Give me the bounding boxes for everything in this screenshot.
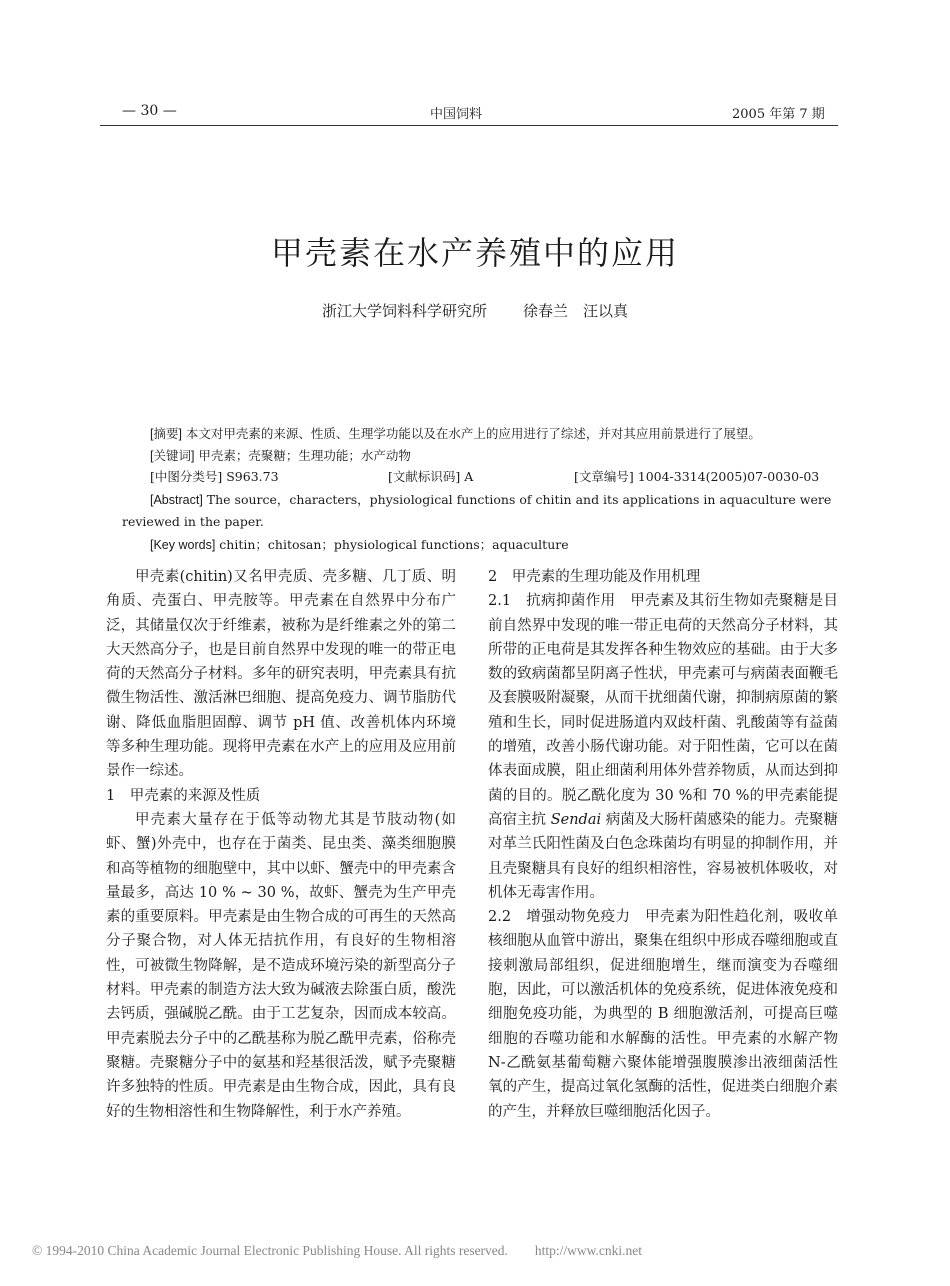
- copyright-footer: © 1994-2010 China Academic Journal Electronic Publishing House. All rights reserved. http://www.cnki.net: [32, 1243, 643, 1258]
- section21-text-a: 甲壳素及其衍生物如壳聚糖是目前自然界中发现的唯一带正电荷的天然高分子材料，其所带的正电荷是其发挥各种生物效应的基础。由于大多数的致病菌都呈阴离子性状，甲壳素可与病菌表面鞭毛及套膜吸附凝聚，从而干扰细菌代谢，抑制病原菌的繁殖和生长，同时促进肠道内双歧杆菌、乳酸菌等有益菌的增殖，改善小肠代谢功能。对于阳性菌，它可以在菌体表面成膜，阻止细菌利用体外营养物质，从而达到抑菌的目的。脱乙酰化度为 30 %和 70 %的甲壳素能提高宿主抗: [488, 593, 839, 828]
- affiliation: 浙江大学饲料科学研究所: [321, 302, 487, 320]
- clc-label: [中图分类号]: [150, 469, 223, 484]
- section2-heading: 2 甲壳素的生理功能及作用机理: [488, 569, 701, 585]
- article-no-label: [文章编号]: [574, 469, 634, 484]
- section22-heading: 2.2 增强动物免疫力: [488, 909, 631, 926]
- keywords-cn-label: [关键词]: [150, 449, 195, 463]
- byline: [0, 300, 950, 321]
- doc-code-text: A: [460, 469, 474, 484]
- keywords-cn-text: 甲壳素；壳聚糖；生理功能；水产动物: [194, 448, 411, 463]
- keywords-en: [150, 534, 840, 556]
- abstract-en-label: [Abstract]: [150, 493, 203, 507]
- abstract-en: [122, 489, 837, 533]
- section22-paragraph: [488, 905, 838, 1124]
- section1-paragraph: 甲壳素大量存在于低等动物尤其是节肢动物(如虾、蟹)外壳中，也存在于菌类、昆虫类、藻类细胞膜和高等植物的细胞壁中，其中以虾、蟹壳中的甲壳素含量最多，高达 10 % ~ 30 %，故虾、蟹壳为生产甲壳素的重要原料。甲壳素是由生物合成的可再生的天然高分子聚合物，对人体无拮抗作用，有良好的生物相溶性，可被微生物降解，是不造成环境污染的新型高分子材料。甲壳素的制造方法大致为碱液去除蛋白质，酸洗去钙质，强碱脱乙酰。由于工艺复杂，因而成本较高。甲壳素脱去分子中的乙酰基称为脱乙酰甲壳素，俗称壳聚糖。壳聚糖分子中的氨基和羟基很活泼，赋予壳聚糖许多独特的性质。甲壳素是由生物合成，因此，具有良好的生物相溶性和生物降解性，利于水产养殖。: [106, 811, 456, 1120]
- abstract-cn: [150, 423, 840, 445]
- journal-name: 中国饲料: [430, 107, 483, 122]
- abstract-cn-label: [摘要]: [150, 427, 182, 441]
- keywords-en-text: chitin；chitosan；physiological functions；aquaculture: [215, 537, 569, 552]
- clc-number: [150, 467, 279, 485]
- article-no-text: 1004-3314(2005)07-0030-03: [633, 469, 820, 484]
- article-number: [574, 467, 819, 485]
- keywords-en-label: [Key words]: [150, 538, 216, 552]
- section1-heading: 1 甲壳素的来源及性质: [106, 787, 261, 804]
- sendai-term: Sendai: [550, 811, 602, 828]
- issue-info: 2005 年第 7 期: [732, 107, 825, 122]
- left-column: [106, 565, 456, 1124]
- document-code: [388, 467, 473, 485]
- page-number: — 30 —: [122, 103, 177, 119]
- abstract-cn-text: 本文对甲壳素的来源、性质、生理学功能以及在水产上的应用进行了综述，并对其应用前景进行了展望。: [181, 426, 761, 441]
- section22-text: 甲壳素为阳性趋化剂，吸收单核细胞从血管中游出，聚集在组织中形成吞噬细胞或直接刺激局部组织，促进细胞增生，继而演变为吞噬细胞，因此，可以激活机体的免疫系统，促进体液免疫和细胞免疫功能，为典型的 B 细胞激活剂，可提高巨噬细胞的吞噬功能和水解酶的活性。甲壳素的水解产物 N-乙酰氨基葡萄糖六聚体能增强腹膜渗出液细菌活性氧的产生，提高过氧化氢酶的活性，促进类白细胞介素的产生，并释放巨噬细胞活化因子。: [488, 909, 839, 1120]
- section21-paragraph: [488, 589, 838, 905]
- intro-paragraph: 甲壳素(chitin)又名甲壳质、壳多糖、几丁质、明角质、壳蛋白、甲壳胺等。甲壳素在自然界中分布广泛，其储量仅次于纤维素，被称为是纤维素之外的第二大天然高分子，也是目前自然界中发现的唯一的带正电荷的天然高分子材料。多年的研究表明，甲壳素具有抗微生物活性、激活淋巴细胞、提高免疫力、调节脂肪代谢、降低血脂胆固醇、调节 pH 值、改善机体内环境等多种生理功能。现将甲壳素在水产上的应用及应用前景作一综述。: [106, 569, 456, 780]
- authors: 徐春兰 汪以真: [523, 302, 629, 320]
- article-title: 甲壳素在水产养殖中的应用: [270, 234, 679, 272]
- section21-heading: 2.1 抗病抑菌作用: [488, 593, 616, 610]
- keywords-cn: [150, 445, 840, 467]
- doc-code-label: [文献标识码]: [388, 469, 461, 484]
- header-rule: [100, 125, 838, 126]
- right-column: [488, 565, 838, 1124]
- clc-text: S963.73: [222, 469, 279, 484]
- abstract-en-text: The source，characters，physiological functions of chitin and its applications in aquaculture were reviewed in the paper.: [122, 492, 832, 529]
- section21-text-b: 病菌及大肠杆菌感染的能力。壳聚糖对革兰氏阳性菌及白色念珠菌均有明显的抑制作用，并且壳聚糖具有良好的组织相溶性，容易被机体吸收，对机体无毒害作用。: [488, 811, 839, 901]
